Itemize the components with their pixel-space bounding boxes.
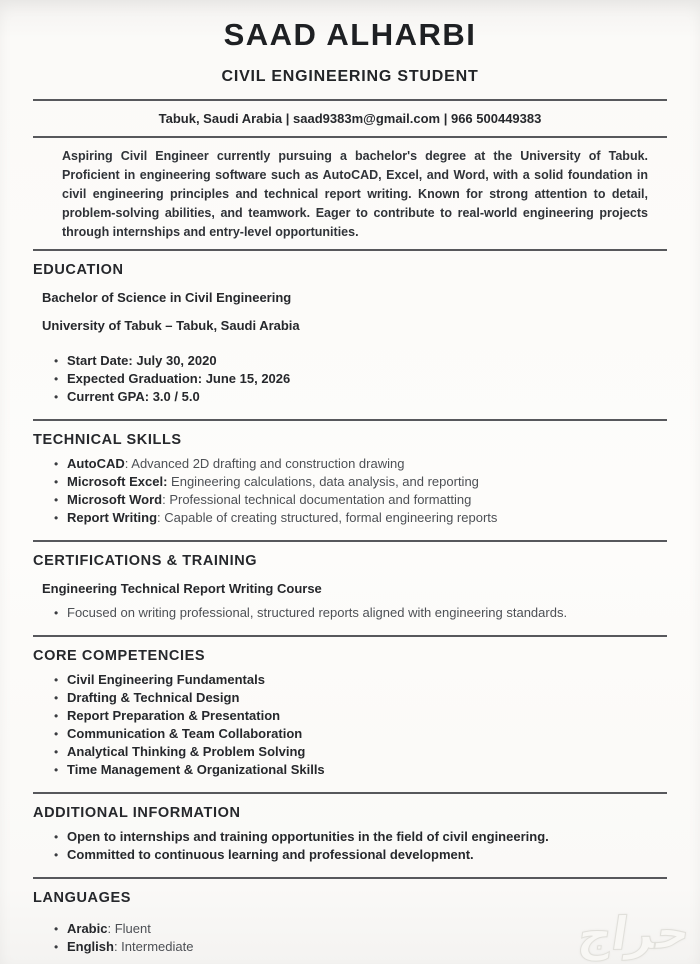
bullet-list [33, 604, 667, 622]
list-item [33, 455, 667, 473]
bullet-regular-text: : Professional technical documentation and formatting [162, 492, 472, 507]
person-title: CIVIL ENGINEERING STUDENT [221, 68, 479, 85]
bullet-bold-text: Communication & Team Collaboration [67, 726, 303, 741]
section-heading: EDUCATION [33, 262, 124, 278]
bullet-regular-text: : Capable of creating structured, formal engineering reports [157, 510, 498, 525]
list-item [33, 725, 667, 743]
bullet-icon: • [54, 763, 59, 777]
bullet-icon: • [54, 691, 59, 705]
list-item [33, 491, 667, 509]
bullet-icon: • [54, 727, 59, 741]
person-name: SAAD ALHARBI [223, 17, 477, 52]
bullet-bold-text: Drafting & Technical Design [67, 690, 240, 705]
bullet-bold-text: Report Preparation & Presentation [67, 708, 281, 723]
bullet-regular-text: Engineering calculations, data analysis, and reporting [167, 474, 479, 489]
bullet-bold-text: Open to internships and training opportunities in the field of civil engineering. [67, 829, 549, 844]
bullet-icon: • [54, 745, 59, 759]
bullet-icon: • [54, 922, 59, 936]
list-item [33, 846, 667, 864]
section-heading: CERTIFICATIONS & TRAINING [33, 553, 258, 569]
section-technical-skills [33, 421, 667, 542]
bullet-icon: • [54, 830, 59, 844]
section-subline: Engineering Technical Report Writing Course [42, 581, 322, 596]
list-item [33, 388, 667, 406]
bullet-list [33, 828, 667, 864]
bullet-bold-text: Start Date: July 30, 2020 [67, 353, 217, 368]
list-item [33, 761, 667, 779]
section-additional-information [33, 794, 667, 879]
bullet-icon: • [54, 709, 59, 723]
section-certifications [33, 542, 667, 637]
section-heading: ADDITIONAL INFORMATION [33, 805, 241, 821]
bullet-bold-text: Arabic [67, 921, 108, 936]
bullet-icon: • [54, 390, 59, 404]
bullet-icon: • [54, 354, 59, 368]
list-item [33, 671, 667, 689]
contact-line: Tabuk, Saudi Arabia | saad9383m@gmail.com | 966 500449383 [158, 111, 542, 126]
bullet-icon: • [54, 493, 59, 507]
bullet-icon: • [54, 673, 59, 687]
bullet-list [33, 671, 667, 779]
bullet-list [33, 920, 667, 956]
bullet-bold-text: Expected Graduation: June 15, 2026 [67, 371, 291, 386]
section-core-competencies [33, 637, 667, 794]
list-item [33, 743, 667, 761]
sections-container [0, 251, 700, 964]
haraj-watermark: حراج [575, 905, 695, 961]
list-item [33, 473, 667, 491]
bullet-bold-text: Microsoft Excel: [67, 474, 168, 489]
resume-header [0, 0, 700, 86]
bullet-regular-text: : Intermediate [113, 939, 194, 954]
list-item [33, 938, 667, 956]
bullet-list [33, 352, 667, 406]
bullet-bold-text: Committed to continuous learning and professional development. [67, 847, 474, 862]
bullet-bold-text: Current GPA: 3.0 / 5.0 [67, 389, 200, 404]
bullet-list [33, 455, 667, 527]
bullet-icon: • [54, 475, 59, 489]
bullet-regular-text: : Advanced 2D drafting and construction drawing [124, 456, 405, 471]
bullet-bold-text: Civil Engineering Fundamentals [67, 672, 265, 687]
bullet-icon: • [54, 372, 59, 386]
bullet-icon: • [54, 457, 59, 471]
list-item [33, 689, 667, 707]
bullet-icon: • [54, 606, 59, 620]
bullet-bold-text: Time Management & Organizational Skills [67, 762, 325, 777]
bullet-regular-text: : Fluent [107, 921, 151, 936]
bullet-bold-text: Analytical Thinking & Problem Solving [67, 744, 306, 759]
bullet-icon: • [54, 848, 59, 862]
section-heading: LANGUAGES [33, 890, 132, 906]
list-item [33, 352, 667, 370]
bullet-bold-text: English [67, 939, 114, 954]
list-item [33, 707, 667, 725]
list-item [33, 509, 667, 527]
bullet-bold-text: Report Writing [67, 510, 158, 525]
section-subline: University of Tabuk – Tabuk, Saudi Arabia [42, 318, 300, 333]
list-item [33, 828, 667, 846]
bullet-icon: • [54, 511, 59, 525]
section-languages [33, 879, 667, 964]
list-item [33, 920, 667, 938]
section-heading: CORE COMPETENCIES [33, 648, 206, 664]
bullet-bold-text: AutoCAD [67, 456, 125, 471]
bullet-icon: • [54, 940, 59, 954]
list-item [33, 604, 667, 622]
divider [33, 136, 667, 138]
section-subline: Bachelor of Science in Civil Engineering [42, 290, 292, 305]
bullet-bold-text: Microsoft Word [67, 492, 163, 507]
section-education [33, 251, 667, 421]
bullet-regular-text: Focused on writing professional, structured reports aligned with engineering standards. [67, 605, 568, 620]
list-item [33, 370, 667, 388]
section-heading: TECHNICAL SKILLS [33, 432, 182, 448]
professional-summary: Aspiring Civil Engineer currently pursuing a bachelor's degree at the University of Tabuk. Proficient in engineering software such as AutoCAD, Excel, and Word, with a solid foundation in civil engineering principles and technical report writing. Known for strong attention to detail, problem-solving abilities, and teamwork. Eager to contribute to real-world engineering projects through internships and entry-level opportunities. [62, 149, 648, 239]
